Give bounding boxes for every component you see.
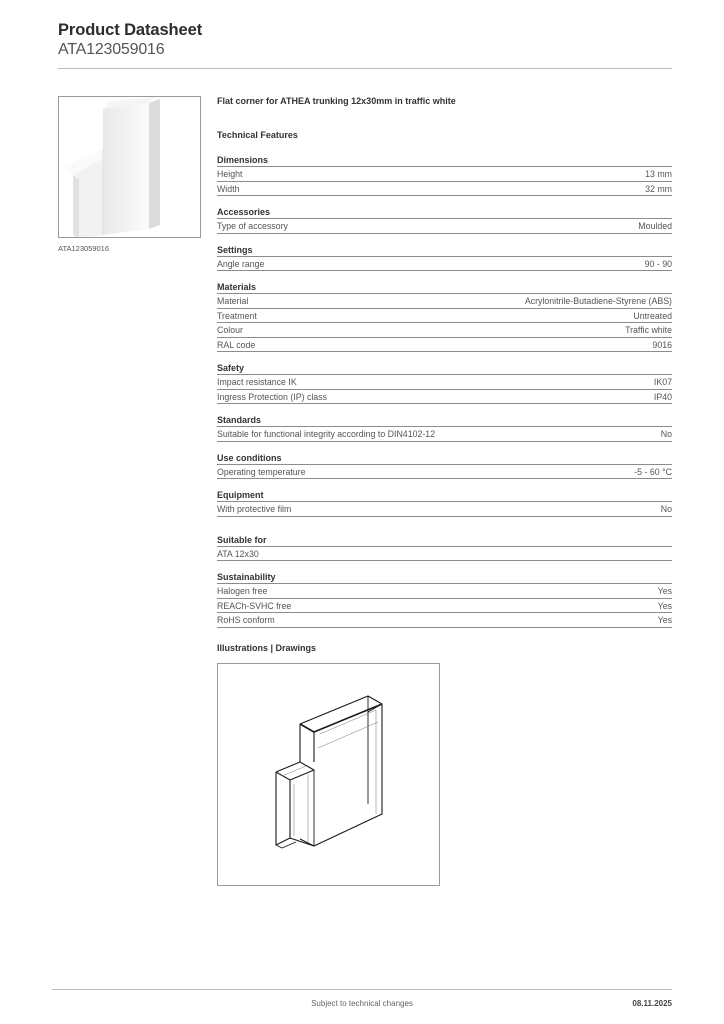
technical-drawing-image: [218, 664, 439, 885]
spec-value: -5 - 60 °C: [634, 466, 672, 477]
spec-row: [217, 427, 672, 442]
product-photo-image: [59, 97, 200, 237]
spec-value: IP40: [653, 391, 672, 402]
technical-drawing: [217, 663, 440, 886]
spec-label: Angle range: [217, 258, 265, 269]
spec-row: [217, 584, 672, 599]
spec-label: Treatment: [217, 310, 257, 321]
spec-row: [217, 390, 672, 405]
spec-value: IK07: [653, 377, 672, 387]
section-title: Standards: [217, 413, 672, 427]
spec-label: Halogen free: [217, 586, 268, 596]
spec-label: Material: [217, 296, 249, 306]
spec-label: Colour: [217, 325, 243, 335]
section-title: Settings: [217, 243, 672, 257]
section-materials: [217, 280, 672, 352]
spec-label: Operating temperature: [217, 466, 306, 477]
spec-label: Suitable for functional integrity according to DIN4102-12: [217, 429, 436, 439]
photo-caption: ATA123059016: [58, 244, 110, 253]
spec-label: Ingress Protection (IP) class: [217, 391, 327, 402]
spec-label: REACh-SVHC free: [217, 600, 292, 611]
spec-value: Moulded: [638, 221, 672, 231]
spec-row: [217, 257, 672, 272]
section-title: Safety: [217, 361, 672, 375]
spec-label: Impact resistance IK: [217, 377, 297, 387]
spec-value: Yes: [657, 586, 672, 596]
spec-label: ATA 12x30: [217, 548, 259, 559]
spec-label: RAL code: [217, 339, 256, 350]
spec-label: With protective film: [217, 504, 292, 514]
spec-value: 90 - 90: [644, 258, 672, 269]
spec-value: Traffic white: [625, 325, 672, 335]
spec-row: [217, 465, 672, 480]
spec-row: [217, 599, 672, 614]
section-dimensions: [217, 153, 672, 196]
illustrations-heading: Illustrations | Drawings: [217, 642, 317, 653]
footer-divider: [52, 989, 672, 990]
section-title: Sustainability: [217, 570, 672, 584]
section-title: Equipment: [217, 488, 672, 502]
spec-value: Yes: [657, 600, 672, 611]
main-content: [217, 94, 672, 886]
page-title: Product Datasheet: [58, 21, 203, 39]
spec-label: RoHS conform: [217, 615, 275, 625]
section-standards: [217, 413, 672, 442]
spec-value: 32 mm: [645, 183, 672, 194]
spec-row: [217, 219, 672, 234]
spec-value: Yes: [657, 615, 672, 625]
section-title: Use conditions: [217, 451, 672, 465]
technical-features-heading: Technical Features: [217, 130, 298, 140]
product-code: ATA123059016: [58, 41, 165, 58]
spec-row: [217, 294, 672, 309]
spec-row: [217, 167, 672, 182]
section-accessories: [217, 205, 672, 234]
spec-row: [217, 613, 672, 628]
section-suitable-for: [217, 533, 672, 562]
spec-value: 9016: [652, 339, 672, 350]
spec-value: No: [660, 504, 672, 514]
spec-label: Height: [217, 169, 243, 179]
spec-row: [217, 502, 672, 517]
spec-row: [217, 182, 672, 197]
section-equipment: [217, 488, 672, 517]
spec-row: [217, 323, 672, 338]
spec-value: No: [660, 429, 672, 439]
spec-value: 13 mm: [645, 169, 672, 179]
spec-sections: [217, 153, 672, 628]
section-use-conditions: [217, 451, 672, 480]
product-photo: [58, 96, 201, 238]
spec-value: Untreated: [633, 310, 672, 321]
section-title: Materials: [217, 280, 672, 294]
spec-row: [217, 338, 672, 353]
spec-row: [217, 547, 672, 562]
header-divider: [58, 68, 672, 69]
spec-row: [217, 309, 672, 324]
section-sustainability: [217, 570, 672, 628]
section-safety: [217, 361, 672, 404]
spec-row: [217, 375, 672, 390]
page-header: [58, 21, 672, 59]
footer-date: 08.11.2025: [632, 999, 672, 1008]
section-title: Accessories: [217, 205, 672, 219]
section-title: Dimensions: [217, 153, 672, 167]
section-title: Suitable for: [217, 533, 672, 547]
footer-note: Subject to technical changes: [311, 999, 413, 1008]
spec-label: Width: [217, 183, 240, 194]
spec-label: Type of accessory: [217, 221, 288, 231]
section-settings: [217, 243, 672, 272]
product-description: Flat corner for ATHEA trunking 12x30mm in traffic white: [217, 96, 456, 106]
spec-value: Acrylonitrile-Butadiene-Styrene (ABS): [524, 296, 672, 306]
